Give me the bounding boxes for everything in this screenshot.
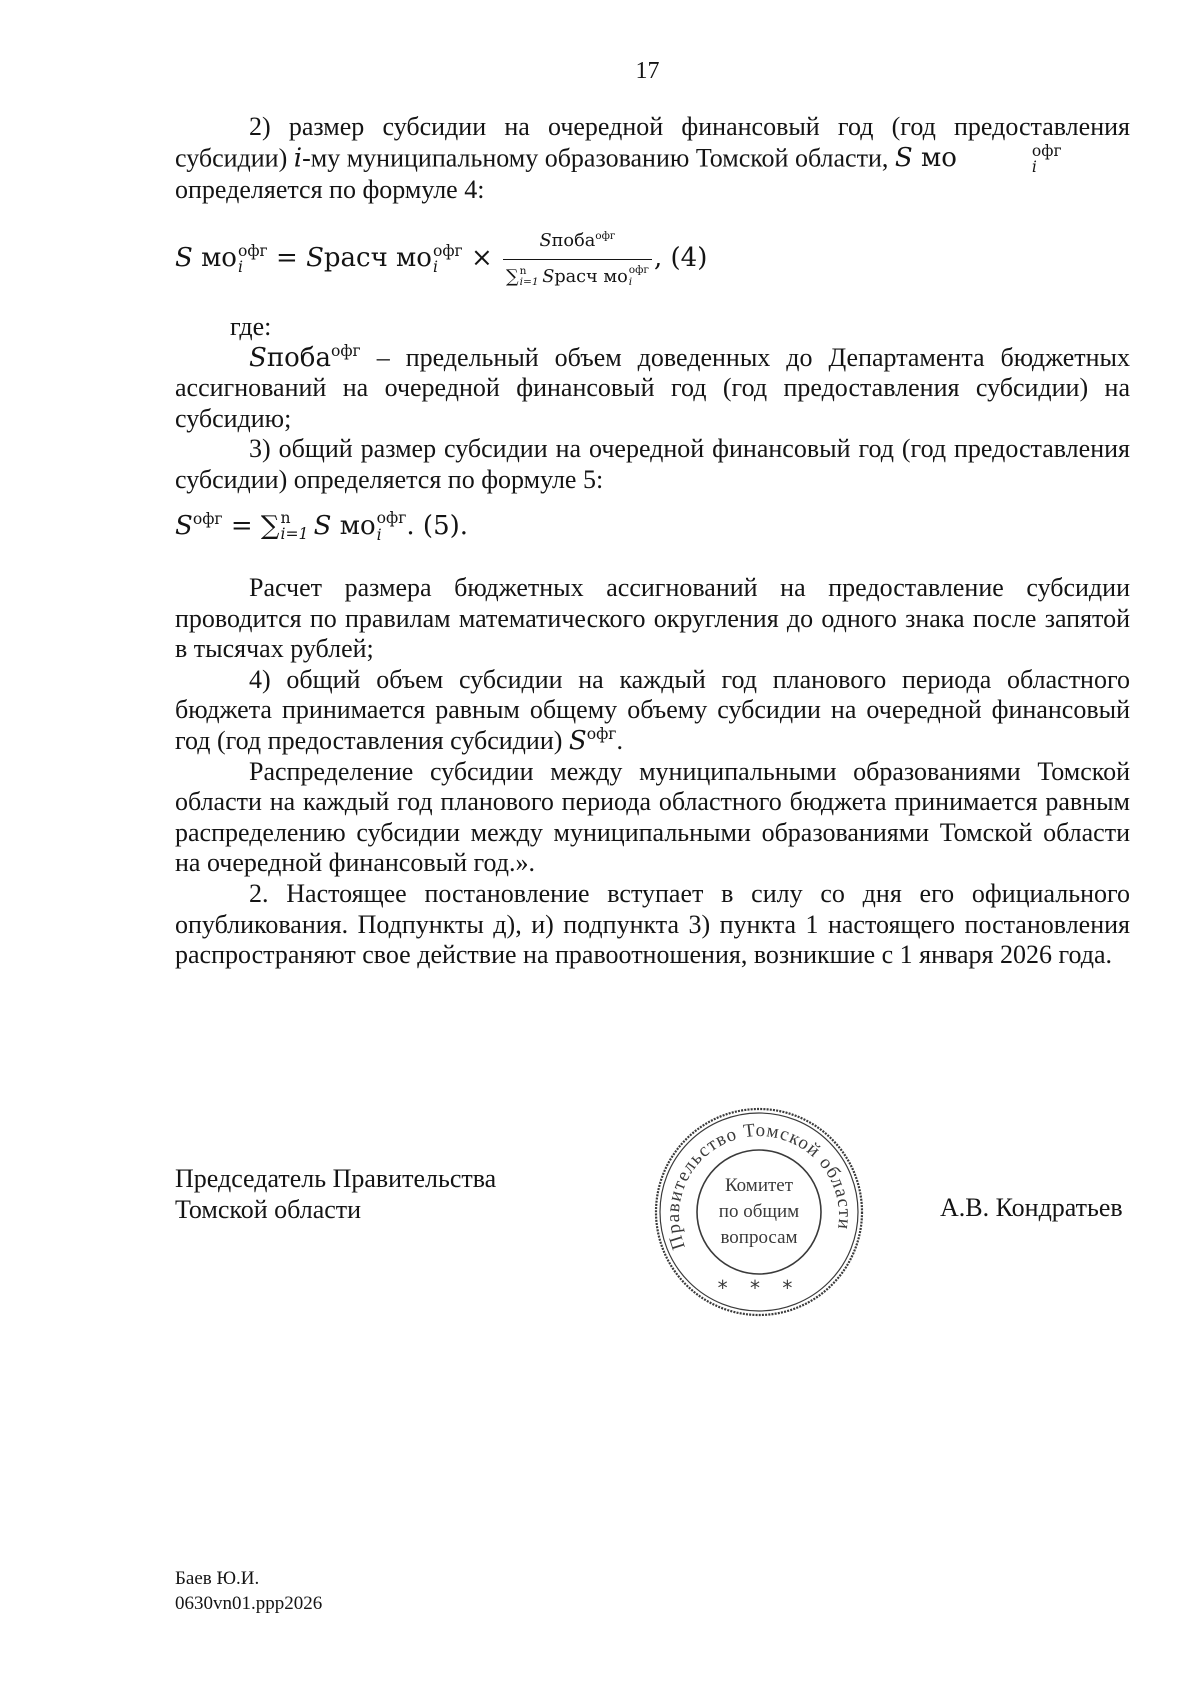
- symbol-s-mo: S мо офг i: [894, 141, 1062, 176]
- signatory-position-line: Председатель Правительства: [175, 1164, 497, 1193]
- formula-5: $S^{офг}$ = ∑ n i=1 S мо офг i . (5).: [175, 508, 469, 544]
- paragraph-formula-4-intro: определяется по формуле 4:: [175, 175, 485, 205]
- paragraph-where: где:: [230, 312, 272, 342]
- text-fragment: -му муниципальному образованию Томской области,: [302, 142, 895, 172]
- footer-doc-code: 0630vn01.ppp2026: [175, 1593, 323, 1614]
- stamp-center-line: Комитет: [724, 1175, 794, 1196]
- footer-author: Баев Ю.И.: [175, 1568, 260, 1589]
- stamp-ring-text: Правительство Томской области: [662, 1120, 856, 1253]
- formula-number-4: , (4): [654, 243, 708, 273]
- signatory-position: [175, 1163, 496, 1225]
- official-stamp: [652, 1105, 866, 1319]
- formula-4-fraction: Sпоба$^{офг}$ ∑ n i=1 Sрасч мо офг i: [503, 226, 652, 292]
- document-body: [175, 112, 1130, 971]
- paragraph-sposa-definition: Sпоба$^{офг}$ – предельный объем доведенных до Департамента бюджетных ассигнований на очередной финансовый год (год предоставления субсидии) на субсидию;: [175, 341, 1130, 433]
- formula-number-5: . (5).: [406, 510, 469, 541]
- signatory-name: А.В. Кондратьев: [940, 1193, 1123, 1222]
- paragraph-item-2-subsidy-size: [175, 112, 1130, 175]
- stamp-center-line: вопросам: [720, 1227, 798, 1248]
- stamp-center-line: по общим: [718, 1201, 800, 1222]
- paragraph-item-3-total-size: 3) общий размер субсидии на очередной финансовый год (год предоставления субсидии) определяется по формуле 5:: [175, 434, 1130, 495]
- formula-4: S мо офг i = Sрасч мо офг i × Sпоба$^{офг}$ ∑ n i=1 Sрасч мо офг i , (4): [175, 226, 1130, 292]
- text-fragment: 2) размер субсидии на очередной финансовый год (год предоставления субсидии): [175, 112, 1130, 172]
- index-i: i: [293, 142, 303, 173]
- stamp-stars: * * *: [717, 1276, 801, 1300]
- signatory-position-line: Томской области: [175, 1195, 362, 1224]
- page-number: 17: [635, 58, 660, 84]
- document-footer: [175, 1566, 322, 1616]
- symbol-s-ofg: $S^{офг}$: [568, 724, 617, 757]
- paragraph-distribution: Распределение субсидии между муниципальными образованиями Томской области на каждый год планового периода областного бюджета принимается равным распределению субсидии между муниципальными образованиями Томской области на очередной финансовый год.».: [175, 756, 1130, 878]
- paragraph-item-4-planning-period: 4) общий объем субсидии на каждый год планового периода областного бюджета принимается равным общему объему субсидии на очередной финансовый год (год предоставления субсидии) $S^{офг}$.: [175, 664, 1130, 757]
- paragraph-rounding-rule: Расчет размера бюджетных ассигнований на предоставление субсидии проводится по правилам математического округления до одного знака после запятой в тысячах рублей;: [175, 573, 1130, 664]
- symbol-s-poba: Sпоба$^{офг}$: [249, 341, 361, 373]
- paragraph-item-2-entry-into-force: 2. Настоящее постановление вступает в силу со дня его официального опубликования. Подпункты д), и) подпункта 3) пункта 1 настоящего постановления распространяют свое действие на правоотношения, возникшие с 1 января 2026 года.: [175, 879, 1130, 970]
